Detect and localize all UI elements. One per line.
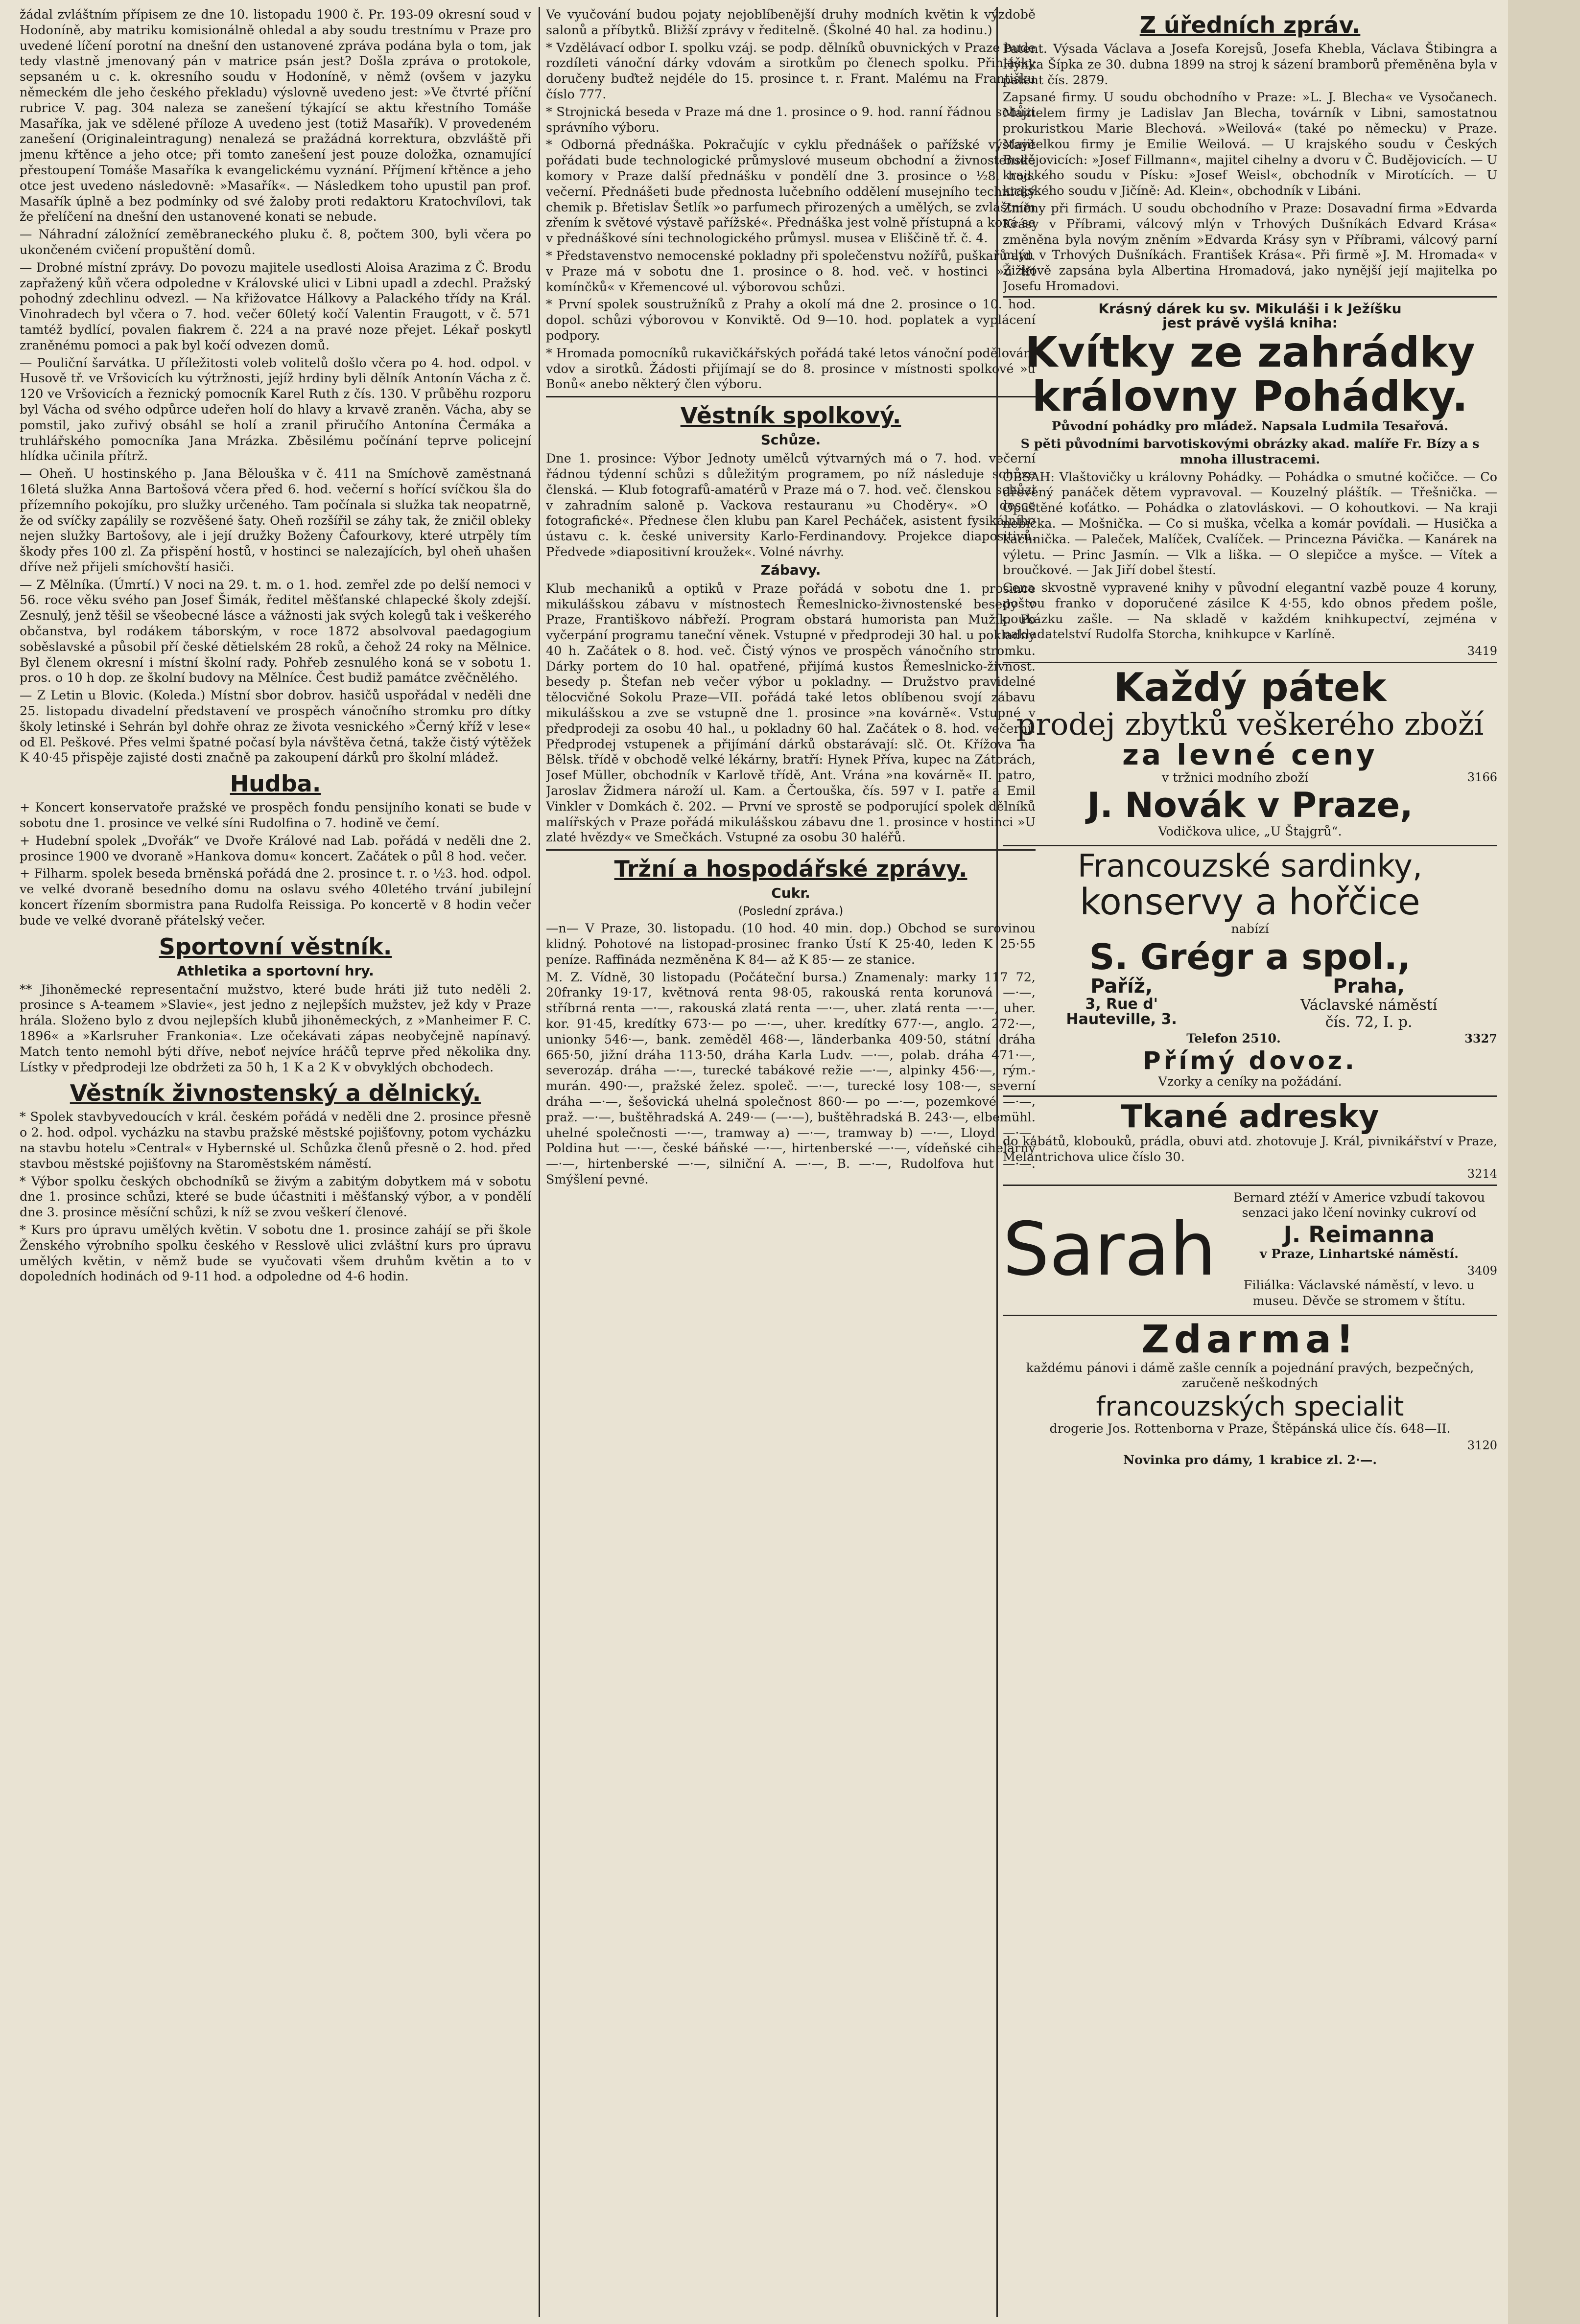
- sub-heading: Schůze.: [760, 432, 821, 448]
- ad-address: 3, Rue d' Hauteville, 3.: [1066, 995, 1177, 1028]
- ad-address: Václavské náměstí: [1300, 996, 1438, 1014]
- ad-city: Paříž,: [1090, 975, 1153, 998]
- ad-headline: Kvítky ze zahrádky: [1025, 327, 1475, 377]
- paragraph: * Odborná přednáška. Pokračujíc v cyklu přednášek o pařížské výstavě pořádati bude technologické průmyslové museum obchodní a živnostenské komory v Praze další přednášku v pondělí dne 3. prosince o ½8. hod. večerní. Přednášeti bude přednosta lučebního oddělení musejního technický chemik p. Břetislav Šetlík »o parfumech přirozených a umělých, se zvláštním zřením k světové výstavě pařížské«. Přednáška jest volně přístupná a koná se v přednáškové síni technologického průmysl. musea v Eliščině tř. č. 4.: [546, 137, 1036, 246]
- sub-heading: Zábavy.: [760, 561, 821, 578]
- paragraph: Dne 1. prosince: Výbor Jednoty umělců výtvarných má o 7. hod. večerní řádnou týdenní schůzi s důležitým programem, po níž následuje schůze členská. — Klub fotografů-amatérů v Praze má o 7. hod. več. členskou schůzi v zahradním saloně p. Vackova restauranu »u Choděry«. »O desce fotografické«. Přednese člen klubu pan Karel Pecháček, asistent fysikálního ústavu c. k. české university Karlo-Ferdinandovy. Projekce diapositivů. Předvede »diapositivní kroužek«. Volné návrhy.: [546, 451, 1036, 559]
- ad-headline: Sarah: [1003, 1207, 1216, 1293]
- ad-number: 3166: [1467, 770, 1497, 785]
- paragraph: M. Z. Vídně, 30 listopadu (Počáteční bursa.) Znamenaly: marky 117 72, 20franky 19·17, květnová renta 98·05, rakouská renta korunová —·—, stříbrná renta —·—, rakouská zlatá renta —·—, uher. zlatá renta —·—, uher. kor. 91·45, kredítky 673·— po —·—, uher. kredítky 677·—, anglo. 272·—, unionky 546·—, bank. zeměděl 468·—, länderbanka 409·50, státní dráha 665·50, jižní dráha 113·50, dráha Karla Ludv. —·—, polab. dráha 471·—, severozáp. dráha —·—, turecké tabákové režie —·—, alpinky 456·—, rým.-murán. 490·—, pražské želez. společ. —·—, turecké losy 108·—, severní dráha —·—, šešovická uhelná společnost 860·— po —·—, pozemkové —·—, praž. —·—, buštěhradská A. 249·— (—·—), buštěhradská B. 243·—, elbemühl. uhelné společnosti —·—, tramway a) —·—, tramway b) —·—, Lloyd —·—, Poldina hut —·—, české báňské —·—, hirtenberské —·—, vídeňské cihelárny —·—, hirtenberské —·—, silniční A. —·—, B. —·—, Rudolfova hut —·—. Smýšlení pevné.: [546, 969, 1036, 1186]
- paragraph: — Pouliční šarvátka. U příležitosti voleb volitelů došlo včera po 4. hod. odpol. v Husově tř. ve Vršovicích ku výtržnosti, jejíž hrdiny byli dělník Antonín Vácha z č. 120 ve Vršovicích a řeznický pomocník Karel Ruth z čís. 130. V průběhu rozporu byl Vácha od svého odpůrce udeřen holí do hlavy a krvavě zraněn. Vácha, aby se pomstil, jako zuřivý obsáhl se holí a zranil přiručího Antonína Čermáka a truhlářského pomocníka Jana Mrázka. Zběsilému počínání teprve policejní hlídka učinila přítrž.: [20, 355, 531, 464]
- column-2: [546, 7, 1036, 2317]
- ad-line: [1003, 1031, 1497, 1046]
- column-rule: [539, 7, 540, 2317]
- ad-line: drogerie Jos. Rottenborna v Praze, Štěpánská ulice čís. 648—II.: [1049, 1420, 1451, 1436]
- paragraph: —n— V Praze, 30. listopadu. (10 hod. 40 min. dop.) Obchod se surovinou klidný. Pohotové na listopad-prosinec franko Ústí K 25·40, leden K 25·55 peníze. Raffináda nezměněna K 84— až K 85·— ze stanice.: [546, 921, 1036, 967]
- ad-line: v tržnici modního zboží: [1161, 770, 1309, 785]
- page-margin: [1508, 0, 1580, 2324]
- ad-line: jest právě vyšlá kniha:: [1162, 315, 1338, 331]
- paragraph: + Hudební spolek „Dvořák“ ve Dvoře Králové nad Lab. pořádá v neděli dne 2. prosince 1900 ve dvoraně »Hankova domu« koncert. Začátek o půl 8 hod. večer.: [20, 833, 531, 863]
- ad-headline: konservy a hořčice: [1080, 881, 1420, 923]
- ad-headline: Tkané adresky: [1121, 1098, 1379, 1135]
- column-1: [20, 7, 531, 2317]
- paragraph: Zapsané firmy. U soudu obchodního v Praze: »L. J. Blecha« ve Vysočanech. Majitelem firmy je Ladislav Jan Blecha, továrník v Libni, samostatnou prokuristkou Marie Blechová. »Weilová« (také po německu) v Praze. Majitelkou firmy je Emilie Weilová. — U krajského soudu v Českých Budějovicích: »Josef Fillmann«, majitel cihelny a dvoru v Č. Budějovicích. — U krajského soudu v Písku: »Josef Weisl«, obchodník v Mirotících. — U krajského soudu v Jičíně: Ad. Klein«, obchodník v Libáni.: [1003, 90, 1497, 198]
- section-heading-spolkovy: Věstník spolkový.: [680, 402, 901, 429]
- advertisement-book: [1003, 296, 1497, 662]
- paragraph: * Spolek stavbyvedoucích v král. českém pořádá v neděli dne 2. prosince přesně o 2. hod. odpol. vycházku na stavbu pražské městské pojišťovny, potom vycházku na stavbu hotelu »Central« v Hybernské ul. Schůzka členů přesně o 2. hod. před stavbou městské pojišťovny na Staroměstském náměstí.: [20, 1109, 531, 1171]
- paragraph: * Hromada pomocníků rukavičkářských pořádá také letos vánoční podělování vdov a sirotků. Žádosti přijímají se do 8. prosince v místnosti spolkové »u Bonů« anebo některý člen výboru.: [546, 345, 1036, 392]
- ad-headline: za levné ceny: [1122, 738, 1378, 772]
- ad-headline: královny Pohádky.: [1032, 372, 1468, 421]
- section-heading-sport: Sportovní věstník.: [159, 933, 392, 960]
- paragraph: * Kurs pro úpravu umělých květin. V sobotu dne 1. prosince zahájí se při škole Ženského výrobního spolku českého v Resslově ulici zvláštní kurs pro úpravu umělých květin, v němž bude se vyučovati všem druhům květin a to v dopoledních hodinách od 9-11 hod. a odpoledne od 4-6 hodin.: [20, 1222, 531, 1284]
- ad-number: 3120: [1467, 1438, 1497, 1452]
- ad-line: Vzorky a ceníky na požádání.: [1158, 1073, 1342, 1089]
- ad-address: čís. 72, I. p.: [1325, 1013, 1413, 1031]
- section-heading-uredni: Z úředních zpráv.: [1139, 12, 1361, 38]
- ad-number: 3419: [1467, 644, 1497, 658]
- ad-line: v Praze, Linhartské náměstí.: [1259, 1246, 1459, 1261]
- paragraph: — Oheň. U hostinského p. Jana Bělouška v č. 411 na Smíchově zaměstnaná 16letá služka Anna Bartošová včera před 6. hod. večerní s hořící svíčkou šla do přízemního pokojíku, pro služky určeného. Tam počínala si služka tak neopatrně, že od svíčky zapálily se rozvěšené šaty. Oheň rozšířil se záhy tak, že zničil obleky nejen služky Bartošovy, ale i její družky Boženy Čafourkovy, které utrpěly tím škody přes 100 zl. Za přispění hostů, v hostinci se nalezajících, byl oheň uhašen dříve než přijeli smíchovští hasiči.: [20, 466, 531, 574]
- paragraph: — Náhradní záložnící zeměbraneckého pluku č. 8, počtem 300, byli včera po ukončeném cvičení propuštění domů.: [20, 227, 531, 257]
- ad-line: [1003, 770, 1497, 786]
- divider: [546, 849, 1036, 851]
- ad-number: 3327: [1464, 1031, 1497, 1046]
- ad-line: S pěti původními barvotiskovými obrázky akad. malíře Fr. Bízy a s mnoha illustracemi.: [1020, 436, 1480, 466]
- advertisement-reimann: [1003, 1185, 1497, 1315]
- divider: [546, 396, 1036, 397]
- ad-headline: J. Novák v Praze,: [1087, 785, 1413, 826]
- sub-heading: Athletika a sportovní hry.: [177, 962, 374, 979]
- ad-body: [1221, 1190, 1497, 1311]
- paragraph: * Strojnická beseda v Praze má dne 1. prosince o 9. hod. ranní řádnou schůzi správního výboru.: [546, 104, 1036, 135]
- paragraph: Patent. Výsada Václava a Josefa Korejsů, Josefa Khebla, Václava Štibingra a Hynka Šípka ze 30. dubna 1899 na stroj k sázení bramborů přeměněna byla v patent čís. 2879.: [1003, 41, 1497, 87]
- ad-line: Krásný dárek ku sv. Mikuláši i k Ježíšku: [1098, 300, 1402, 317]
- paragraph: — Z Letin u Blovic. (Koleda.) Místní sbor dobrov. hasičů uspořádal v neděli dne 25. listopadu divadelní představení ve prospěch vánočního stromku pro dítky školy letinské i Sehrán byl dohře ohraz ze života vesnického »Černý kříž v lese« od El. Peškové. Přes velmi špatné počasí byla návštěva četná, takže čistý výtěžek K 40·45 přispěje zajisté dosti značně pa zakoupení dárků pro školní mládež.: [20, 688, 531, 765]
- ad-headline: Každý pátek: [1113, 665, 1387, 711]
- ad-phone: Telefon 2510.: [1186, 1030, 1281, 1046]
- ad-line: Filiálka: Václavské náměstí, v levo. u museu. Děvče se stromem v štítu.: [1243, 1278, 1475, 1308]
- paragraph: * Vzdělávací odbor I. spolku vzáj. se podp. dělníků obuvnických v Praze bude rozdíleti vánoční dárky vdovám a sirotkům po členech spolku. Přihlášky doručeny buďtež nejdéle do 15. prosince t. r. Frant. Malému na Františku číslo 777.: [546, 40, 1036, 101]
- ad-headline: J. Reimanna: [1283, 1221, 1435, 1248]
- advertisement-novak: [1003, 662, 1497, 845]
- ad-addresses: [1003, 976, 1497, 1031]
- sub-heading-note: (Poslední zpráva.): [738, 904, 844, 918]
- ad-headline: S. Grégr a spol.,: [1089, 936, 1411, 978]
- paragraph: Změny při firmách. U soudu obchodního v Praze: Dosavadní firma »Edvarda Krásy v Příbrami, válcový mlýn v Trhových Dušníkách Edvard Krása« změněna byla novým zněním »Edvarda Krásy syn v Příbrami, válcový parní mlýn v Trhových Dušníkách. František Krása«. Při firmě »J. M. Hromada« v Žižkově zapsána byla Albertina Hromadová, jako nynější její majitelka po Josefu Hromadovi.: [1003, 200, 1497, 293]
- column-3: [1003, 7, 1497, 2317]
- sub-heading: Cukr.: [771, 885, 810, 902]
- paragraph: * Představenstvo nemocenské pokladny při společenstvu nožířů, puškařů atd. v Praze má v sobotu dne 1. prosince o 8. hod. več. v hostinci »u tří komínčků« v Křemencové ul. výborovou schůzi.: [546, 248, 1036, 294]
- ad-text: Cena skvostně vypravené knihy v původní elegantní vazbě pouze 4 koruny, poštou franko v doporučené zásilce K 4·55, kdo obnos předem pošle, poukázku zašle. — Na skladě v každém knihkupectví, zejména v nakladatelství Rudolfa Storcha, knihkupce v Karlíně.: [1003, 580, 1497, 642]
- paragraph: žádal zvláštním přípisem ze dne 10. listopadu 1900 č. Pr. 193-09 okresní soud v Hodoníně, aby matriku komisionálně ohledal a aby soudu trestnímu v Praze pro uvedené líčení porotní na dnešní den ustanovené zpráva podána byla o tom, jak tedy vlastně jmenovaný pán v matrice psán jest? Došla zpráva o protokole, sepsaném u c. k. okresního soudu v Hodoníně, v němž (ovšem v jazyku německém dle jeho českého překladu) výslovně uvedeno jest: »Ve čtvrté příční rubrice V. pag. 304 naleza se zanešení týkající se aktu křestního Tomáše Masaříka, jak ve sdělené příloze A uvedeno jest (totiž Masařík). V provedeném zanešení (Originaleintragung) nenalezá se pražádná korrektura, obzvláště při jmenu křtěnce a jeho otce; při tomto zanešení jest pouze doložka, oznamující přestoupení Tomáše Masaříka k evangelickému vyznání. Příjmení křtěnce a jeho otce jest uvedeno následovně: »Masařík«. — Následkem toho upustil pan prof. Masařík úplně a bez podmínky od své žaloby proti redaktoru Kratochvílovi, tak že přelíčení na dnešní den ustanovené konati se nebude.: [20, 7, 531, 224]
- ad-number: 3409: [1467, 1264, 1497, 1278]
- ad-headline: Francouzské sardinky,: [1077, 848, 1423, 885]
- paragraph: + Filharm. spolek beseda brněnská pořádá dne 2. prosince t. r. o ½3. hod. odpol. ve velké dvoraně besedního domu na oslavu svého 40letého trvání jubilejní koncert řízením sbormistra pana Rudolfa Reissiga. Po koncertě v 8 hodin večer bude ve velké dvoraně přátelský večer.: [20, 866, 531, 928]
- ad-line: Vodičkova ulice, „U Štajgrů“.: [1158, 823, 1342, 838]
- ad-headline: Přímý dovoz.: [1143, 1046, 1357, 1075]
- ad-city: Praha,: [1333, 975, 1405, 998]
- paragraph: + Koncert konservatoře pražské ve prospěch fondu pensijního konati se bude v sobotu dne 1. prosince ve velké síni Rudolfina o 7. hodině ve čemí.: [20, 800, 531, 831]
- paragraph: * První spolek soustružníků z Prahy a okolí má dne 2. prosince o 10. hod. dopol. schůzi výborovou v Konviktě. Od 9—10. hod. poplatek a vyplácení podpory.: [546, 297, 1036, 343]
- paragraph: — Drobné místní zprávy. Do povozu majitele usedlosti Aloisa Arazima z Č. Brodu zapřažený kůň včera odpoledne v Královské ulici v Libni upadl a zdechl. Pražský pohodný zdechlinu odvezl. — Na křižovatce Hálkovy a Palackého třídy na Král. Vinohradech byl včera o 7. hod. večer 60letý kočí Valentin Fraugott, v č. 571 tamtéž bydlící, povalen fiakrem č. 224 a na pravé noze přejet. Lékař poskytl zraněnému pomoci a pak byl kočí odvezen domů.: [20, 259, 531, 352]
- paragraph: Klub mechaniků a optiků v Praze pořádá v sobotu dne 1. prosince mikulášskou zábavu v místnostech Řemeslnicko-živnostenské besedy v Praze, Františkovo nábřeží. Program obstará humorista pan Mužík. Po vyčerpání programu taneční věnek. Vstupné v předprodeji 30 hal. u pokladny 40 h. Začátek o 8. hod. več. Čistý výnos ve prospěch vánočního stromku. Dárky portem do 10 hal. opatřené, přijímá kustos Řemeslnicko-živnost. besedy p. Štefan neb večer výbor u pokladny. — Družstvo pravidelné tělocvičné Sokolu Praze—VII. pořádá také letos oblíbenou svojí zábavu mikulášskou a zve se vstupně dne 1. prosince »na kovárně«. Vstupné v předprodeji za osobu 40 hal., u pokladny 60 hal. Začátek o 8. hod. večerní. Předprodej vstupenek a přijímání dárků obstarávají: slč. Ot. Křížova na Bělsk. třídě v obchodě velké lékárny, bratří: Hynek Příva, kupec na Zátorách, Josef Müller, obchodník v Karlově třídě, Ant. Vrána »na kovárně« II. patro, Jaroslav Židmera nároží ul. Kam. a Čertouška, čís. 597 v I. patře a Emil Vinkler v Domkách č. 202. — První ve sprostě se podporující spolek dělníků malířských v Praze pořádá mikulášskou zábavu dne 1. prosince v hostinci »U zlaté hvězdy« ve Smečkách. Vstupné za osobu 30 haléřů.: [546, 581, 1036, 845]
- paragraph: ** Jihoněmecké representační mužstvo, které bude hráti již tuto neděli 2. prosince s A-teamem »Slavie«, jest jedno z nejlepších mužstev, jež kdy v Praze hrála. Složeno bylo z dvou nejlepších klubů jihoněmeckých, z »Manheimer F. C. 1896« a »Karlsruher Frankonia«. Lze očekávati zápas neobyčejně napínavý. Match tento nemohl býti dříve, neboť nejvíce hráčů teprve před několika dny. Lístky v předprodeji lze obdržeti za 50 h, 1 K a 2 K v obvyklých obchodech.: [20, 981, 531, 1074]
- ad-line: nabízí: [1231, 921, 1269, 936]
- ad-line: Novinka pro dámy, 1 krabice zl. 2·—.: [1123, 1452, 1377, 1467]
- section-heading-hudba: Hudba.: [230, 770, 321, 797]
- ad-line: Bernard ztéží v Americe vzbudí takovou senzaci jako lčení novinky cukroví od: [1233, 1189, 1485, 1220]
- paragraph: * Výbor spolku českých obchodníků se živým a zabitým dobytkem má v sobotu dne 1. prosince schůzi, které se bude účastniti i měšťanský výbor, a v pondělí dne 3. prosince měsíční schůzi, k níž se zvou veškerí členové.: [20, 1173, 531, 1220]
- paragraph: Ve vyučování budou pojaty nejoblíbenější druhy modních květin k výzdobě salonů a příbytků. Bližší zprávy v ředitelně. (Školné 40 hal. za hodinu.): [546, 7, 1036, 37]
- advertisement-kral: [1003, 1095, 1497, 1185]
- address-prague: [1300, 976, 1437, 1031]
- section-heading-trzni: Tržní a hospodářské zprávy.: [614, 856, 967, 883]
- section-heading-zivnostensky: Věstník živnostenský a dělnický.: [70, 1080, 481, 1107]
- advertisement-rottenborn: [1003, 1315, 1497, 1474]
- ad-headline: prodej zbytků veškerého zboží: [1016, 706, 1484, 743]
- address-paris: [1063, 976, 1180, 1031]
- ad-headline: francouzských specialit: [1096, 1391, 1404, 1422]
- ad-text: OBSAH: Vlaštovičky u královny Pohádky. — Pohádka o smutné kočičce. — Co dřevěný panáček dětem vypravoval. — Kouzelný pláštík. — Třešnička. — Opuštěné koťátko. — Pohádka o zlatovláskovi. — O kohoutkovi. — Na kraji nebíčka. — Mošnička. — Co si muška, včelka a komár povídali. — Husička a kachnička. — Paleček, Malíček, Cvalíček. — Princezna Pávička. — Kanárek na výletu. — Princ Jasmín. — Vlk a liška. — O slepičce a myšce. — Vítek a broučkové. — Jak Jiří dobel štestí.: [1003, 469, 1497, 578]
- ad-line: každému pánovi i dámě zašle cenník a pojednání pravých, bezpečných, zaručeně neškodných: [1026, 1360, 1474, 1391]
- ad-number: 3214: [1467, 1166, 1497, 1181]
- ad-headline: Zdarma!: [1141, 1317, 1359, 1362]
- advertisement-gregr: [1003, 845, 1497, 1095]
- ad-line: Původní pohádky pro mládež. Napsala Ludmila Tesařová.: [1051, 418, 1449, 434]
- paragraph: — Z Mělníka. (Úmrtí.) V noci na 29. t. m. o 1. hod. zemřel zde po delší nemoci v 56. roce věku svého pan Josef Šimák, ředitel měšťanské chlapecké školy zdejší. Zesnulý, jenž těšil se všeobecné lásce a vážnosti jak svých kolegů tak i veškerého občanstva, byl rodákem táborským, v roce 1872 absolvoval paedagogium soběslavské a působil pří české dětielském 28 roků, a čehož 24 roky na Mělnice. Byl členem okresní i místní školní rady. Pohřeb zesnulého koná se v sobotu 1. pros. o 10 h dop. ze školní budovy na Mělníce. Čest budiž památce zvěčnělého.: [20, 577, 531, 685]
- ad-text: do kabátů, klobouků, prádla, obuvi atd. zhotovuje J. Král, pivnikářství v Praze, Melantrichova ulice číslo 30.: [1003, 1133, 1497, 1164]
